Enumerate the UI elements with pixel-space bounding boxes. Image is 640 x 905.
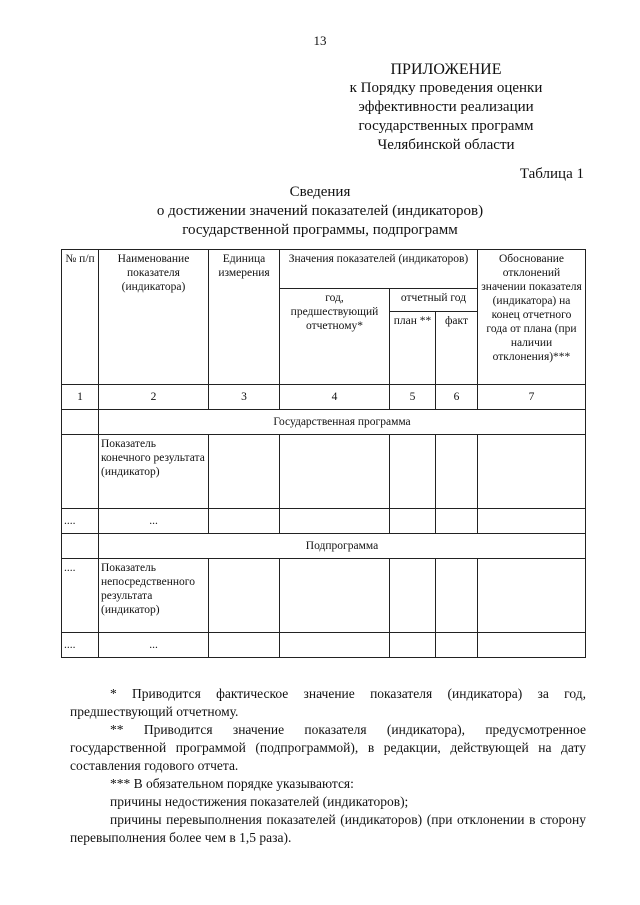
col-number: 7	[478, 385, 586, 410]
col-number: 4	[280, 385, 390, 410]
col-number: 2	[99, 385, 209, 410]
heading-line: о достижении значений показателей (индикаторов)	[156, 203, 484, 219]
dots-num: ....	[62, 509, 99, 534]
footnotes	[70, 685, 586, 847]
header-justification: Обоснование отклонений значении показателя (индикатора) на конец отчетного года от плана (при наличии отклонения)***	[478, 250, 586, 385]
dots-num: ....	[62, 633, 99, 658]
dots-name: ...	[99, 633, 209, 658]
appendix-block	[316, 60, 576, 155]
section-title: Подпрограмма	[99, 534, 586, 559]
appendix-line: Челябинской области	[377, 137, 515, 153]
indicators-table	[61, 249, 586, 658]
header-num: № п/п	[62, 250, 99, 385]
table-label: Таблица 1	[519, 166, 584, 182]
dots-name: ...	[99, 509, 209, 534]
header-prev-year: год, предшествующий отчетному*	[280, 289, 390, 385]
col-number: 1	[62, 385, 99, 410]
appendix-line: эффективности реализации	[358, 99, 534, 115]
header-unit: Единица измерения	[209, 250, 280, 385]
footnote: причины недостижения показателей (индикаторов);	[110, 794, 409, 809]
header-values: Значения показателей (индикаторов)	[280, 250, 478, 289]
page-number: 13	[313, 33, 327, 48]
col-number: 3	[209, 385, 280, 410]
appendix-line: государственных программ	[358, 118, 534, 134]
heading-line: государственной программы, подпрограмм	[182, 222, 458, 238]
footnote: ** Приводится значение показателя (индикатора), предусмотренное государственной программой (подпрограммой), в редакции, действующей на дату составления годового отчета.	[70, 722, 586, 773]
empty-cell	[62, 410, 99, 435]
column-numbers-row	[62, 385, 586, 410]
table-row	[62, 509, 586, 534]
footnote: *** В обязательном порядке указываются:	[110, 776, 354, 791]
indicator-name: Показатель конечного результата (индикатор)	[99, 435, 209, 509]
appendix-title: ПРИЛОЖЕНИЕ	[390, 61, 502, 78]
header-fact: факт	[436, 312, 478, 385]
empty-cell	[62, 534, 99, 559]
indicator-name: Показатель непосредственного результата (индикатор)	[99, 559, 209, 633]
section-row	[62, 534, 586, 559]
heading-title: Сведения	[289, 184, 351, 200]
col-number: 5	[390, 385, 436, 410]
footnote: * Приводится фактическое значение показателя (индикатора) за год, предшествующий отчетному.	[70, 686, 586, 719]
empty-cell	[62, 435, 99, 509]
header-plan: план **	[390, 312, 436, 385]
header-report-year: отчетный год	[390, 289, 478, 312]
col-number: 6	[436, 385, 478, 410]
section-row	[62, 410, 586, 435]
table-heading	[0, 183, 640, 240]
header-name: Наименование показателя (индикатора)	[99, 250, 209, 385]
dots-num: ....	[62, 559, 99, 633]
header-row	[62, 250, 586, 289]
table-row	[62, 559, 586, 633]
table-row	[62, 435, 586, 509]
table-row	[62, 633, 586, 658]
appendix-line: к Порядку проведения оценки	[349, 80, 543, 96]
footnote: причины перевыполнения показателей (индикаторов) (при отклонении в сторону перевыполнения более чем в 1,5 раза).	[70, 812, 586, 845]
section-title: Государственная программа	[99, 410, 586, 435]
